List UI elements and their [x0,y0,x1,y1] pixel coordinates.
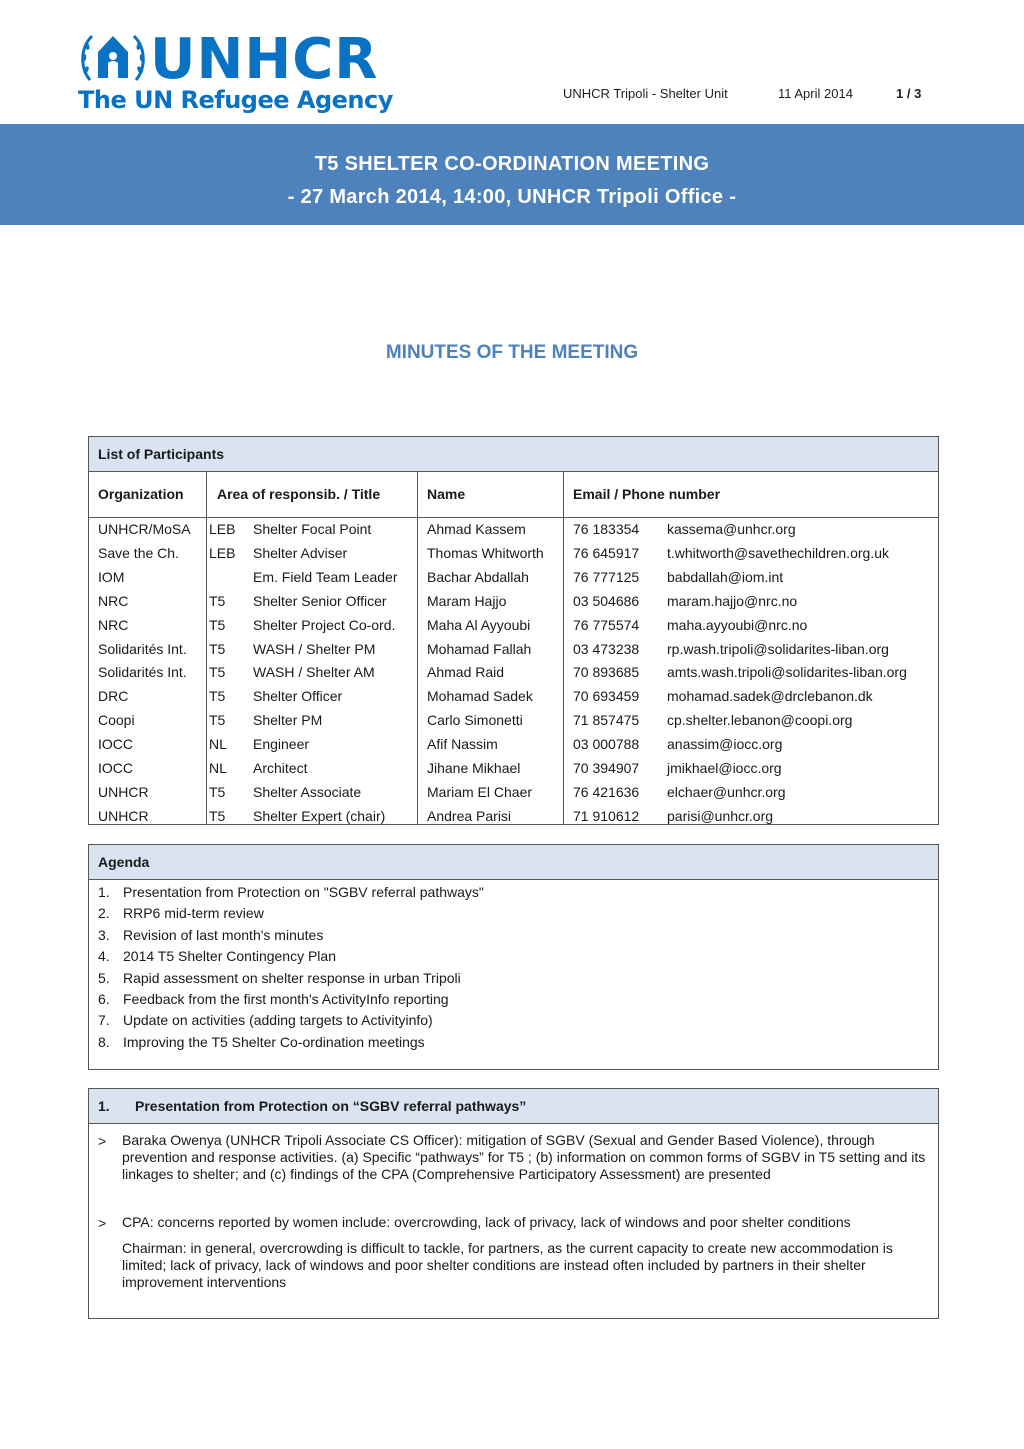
cell-email[interactable]: jmikhael@iocc.org [667,760,782,776]
agenda-item-number: 1. [98,884,110,900]
cell-email[interactable]: maha.ayyoubi@nrc.no [667,616,808,633]
agenda-item-text: Feedback from the first month's ActivityInfo reporting [123,991,449,1007]
bullet-icon: > [98,1215,107,1231]
header-unit: UNHCR Tripoli - Shelter Unit [563,86,728,101]
cell-phone: 76 775574 [573,616,640,633]
agenda-item-number: 5. [98,969,110,986]
agenda-item-text: Update on activities (adding targets to Activityinfo) [123,1012,433,1029]
cell-area: T5 [209,664,226,681]
agenda-item-text: Revision of last month's minutes [123,926,324,943]
cell-title: Shelter Adviser [253,544,348,561]
page-number: 1 / 3 [896,86,922,101]
cell-email[interactable]: maram.hajjo@nrc.no [667,592,798,609]
agenda-item-text: 2014 T5 Shelter Contingency Plan [123,948,336,965]
logo-tagline: The UN Refugee Agency [78,86,393,114]
meeting-title: T5 SHELTER CO-ORDINATION MEETING [314,153,710,175]
table-row [89,660,938,684]
title-banner [0,124,1024,225]
agenda-item-number: 8. [98,1033,110,1050]
cell-phone: 76 645917 [573,544,640,561]
bullet-icon: > [98,1133,107,1149]
agenda-item-text: Improving the T5 Shelter Co-ordination meetings [123,1033,425,1050]
cell-phone: 76 777125 [573,568,640,585]
cell-title: Shelter PM [253,712,323,729]
cell-organization: UNHCR [98,807,149,824]
agenda-item-number: 7. [98,1012,110,1029]
cell-organization: Coopi [98,712,135,729]
cell-email[interactable]: anassim@iocc.org [667,736,783,753]
cell-organization: UNHCR/MoSA [98,521,191,537]
agenda-item-text: RRP6 mid-term review [123,905,264,922]
col-name: Name [427,486,466,502]
cell-organization: UNHCR [98,783,149,800]
cell-organization: IOCC [98,736,133,753]
section-1 [88,1088,939,1319]
cell-email[interactable]: elchaer@unhcr.org [667,783,786,800]
cell-name: Mariam El Chaer [427,783,533,800]
cell-name: Carlo Simonetti [427,712,523,729]
cell-organization: NRC [98,592,129,609]
cell-name: Ahmad Kassem [427,521,526,537]
cell-area: T5 [209,807,226,824]
participants-table [88,436,939,825]
cell-email[interactable]: rp.wash.tripoli@solidarites-liban.org [667,640,889,657]
cell-email[interactable]: kassema@unhcr.org [667,521,796,537]
cell-name: Thomas Whitworth [427,544,544,561]
cell-title: Em. Field Team Leader [253,568,398,585]
cell-name: Ahmad Raid [427,664,505,681]
participants-title: List of Participants [89,437,938,472]
cell-phone: 03 473238 [573,640,640,657]
cell-phone: 71 857475 [573,712,640,729]
cell-title: Shelter Focal Point [253,521,372,537]
cell-area: T5 [209,783,226,800]
table-row [89,541,938,565]
table-row [89,756,938,780]
cell-organization: IOM [98,568,125,585]
cell-email[interactable]: cp.shelter.lebanon@coopi.org [667,712,853,729]
cell-phone: 76 421636 [573,783,640,800]
section-1-paragraph: CPA: concerns reported by women include: overcrowding, lack of privacy, lack of windows and poor shelter conditions [122,1214,851,1230]
cell-title: Shelter Officer [253,688,343,705]
cell-title: WASH / Shelter PM [253,640,376,657]
participants-header-row [89,471,938,518]
cell-area: T5 [209,712,226,729]
cell-area: T5 [209,616,226,633]
cell-title: Shelter Senior Officer [253,592,387,609]
cell-phone: 70 693459 [573,688,640,705]
cell-title: Architect [253,760,308,776]
section-1-paragraph: Baraka Owenya (UNHCR Tripoli Associate CS Officer): mitigation of SGBV (Sexual and Gender Based Violence), through prevention and response activities. (a) Specific “pathways” for T5 ; (b) information on common forms of SGBV in T5 setting and its linkages to shelter; and (c) findings of the CPA (Comprehensive Participatory Assessment) are presented [122,1132,926,1182]
cell-name: Bachar Abdallah [427,568,529,585]
table-row [89,589,938,613]
agenda-item-number: 4. [98,948,110,965]
agenda-item-number: 6. [98,991,110,1007]
cell-organization: DRC [98,688,129,705]
cell-title: Shelter Associate [253,783,362,800]
cell-phone: 03 000788 [573,736,640,753]
section-1-number: 1. [98,1098,110,1114]
cell-area: LEB [209,544,236,561]
cell-name: Mohamad Fallah [427,640,532,657]
cell-name: Maha Al Ayyoubi [427,616,531,633]
unhcr-emblem-icon [78,30,148,86]
agenda-item-text: Rapid assessment on shelter response in urban Tripoli [123,969,461,986]
table-row [89,684,938,708]
cell-title: WASH / Shelter AM [253,664,375,681]
meeting-date-location: - 27 March 2014, 14:00, UNHCR Tripoli Office - [287,186,737,208]
cell-organization: Solidarités Int. [98,664,187,681]
cell-email[interactable]: t.whitworth@savethechildren.org.uk [667,544,889,561]
table-row [89,517,938,541]
cell-name: Maram Hajjo [427,592,507,609]
cell-phone: 70 893685 [573,664,640,681]
agenda-title: Agenda [89,845,938,880]
cell-area: T5 [209,640,226,657]
table-row [89,637,938,661]
cell-title: Engineer [253,736,310,753]
cell-area: NL [209,760,227,776]
agenda-box [88,844,939,1070]
table-row [89,708,938,732]
col-email-phone: Email / Phone number [573,486,721,502]
section-1-header [89,1089,938,1124]
cell-email[interactable]: amts.wash.tripoli@solidarites-liban.org [667,664,907,681]
cell-name: Afif Nassim [427,736,498,753]
agenda-item-number: 2. [98,905,110,922]
cell-organization: Solidarités Int. [98,640,187,657]
cell-phone: 03 504686 [573,592,640,609]
table-row [89,780,938,804]
minutes-heading: MINUTES OF THE MEETING [385,342,639,363]
table-row [89,613,938,637]
section-1-title: Presentation from Protection on “SGBV referral pathways” [135,1098,527,1114]
table-row [89,732,938,756]
logo-wordmark: UNHCR [150,27,379,92]
cell-name: Mohamad Sadek [427,688,533,705]
cell-area: T5 [209,592,226,609]
cell-phone: 76 183354 [573,521,640,537]
cell-name: Andrea Parisi [427,807,512,824]
section-1-paragraph: Chairman: in general, overcrowding is difficult to tackle, for partners, as the current capacity to create new accommodation is limited; lack of privacy, lack of windows and poor shelter conditions are instead often included by partners in their shelter improvement interventions [122,1240,893,1290]
cell-email[interactable]: parisi@unhcr.org [667,807,774,824]
agenda-item-number: 3. [98,926,110,943]
cell-area: T5 [209,688,226,705]
col-area-title: Area of responsib. / Title [217,486,381,502]
cell-organization: NRC [98,616,129,633]
cell-title: Shelter Expert (chair) [253,807,386,824]
cell-phone: 71 910612 [573,807,640,824]
table-row [89,804,938,828]
cell-area: LEB [209,521,236,537]
cell-phone: 70 394907 [573,760,640,776]
cell-name: Jihane Mikhael [427,760,521,776]
cell-area: NL [209,736,227,753]
cell-organization: IOCC [98,760,133,776]
cell-title: Shelter Project Co-ord. [253,616,396,633]
cell-email[interactable]: mohamad.sadek@drclebanon.dk [667,688,873,705]
col-organization: Organization [98,486,184,502]
table-row [89,565,938,589]
cell-email[interactable]: babdallah@iom.int [667,568,784,585]
agenda-item-text: Presentation from Protection on "SGBV referral pathways" [123,884,484,900]
header-date: 11 April 2014 [778,86,853,101]
cell-organization: Save the Ch. [98,544,179,561]
